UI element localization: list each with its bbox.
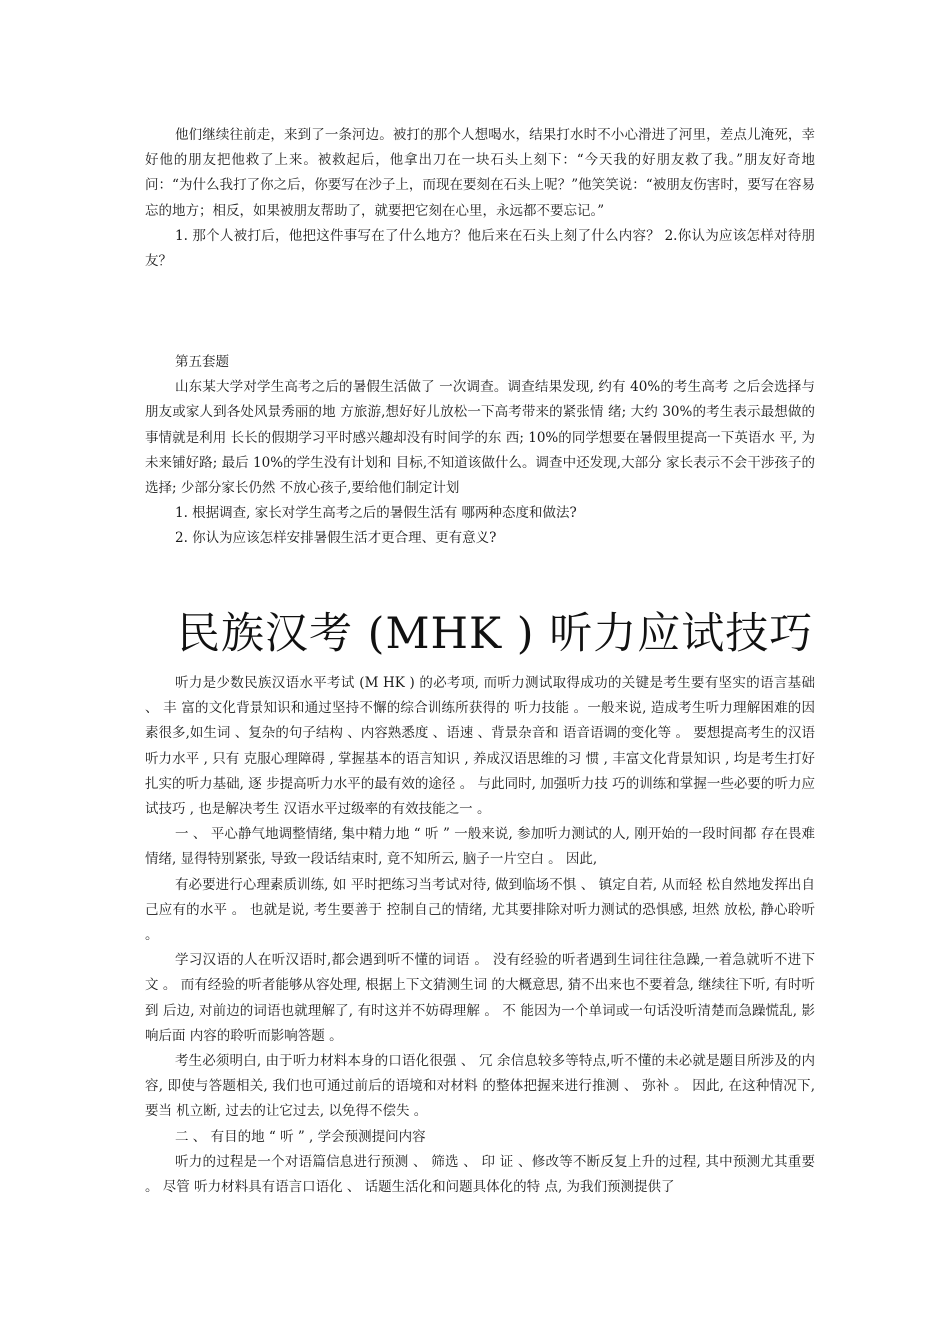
story-section bbox=[145, 123, 815, 274]
set5-paragraph: 山东某大学对学生高考之后的暑假生活做了 一次调查。调查结果发现, 约有 40%的考生高考 之后会选择与朋友或家人到各处风景秀丽的地 方旅游,想好好儿放松一下高考带来的紧张情 绪; 大约 30%的考生表示最想做的事情就是利用 长长的假期学习平时感兴趣却没有时间学的东 西; 10%的同学想要在暑假里提高一下英语水 平, 为未来铺好路; 最后 10%的学生没有计划和 目标,不知道该做什么。调查中还发现,大部分 家长表示不会干涉孩子的选择; 少部分家长仍然 不放心孩子,要给他们制定计划 bbox=[145, 379, 815, 497]
set5-question-2: 2. 你认为应该怎样安排暑假生活才更合理、更有意义? bbox=[175, 530, 497, 547]
tips-point-1: 一 、 平心静气地调整情绪, 集中精力地 “ 听 ” 一般来说, 参加听力测试的人, 刚开始的一段时间都 存在畏难情绪, 显得特别紧张, 导致一段话结束时, 竟不知所云, 脑子一片空白 。 因此, bbox=[145, 826, 815, 868]
set5-section bbox=[145, 350, 815, 552]
set5-title: 第五套题 bbox=[175, 354, 229, 370]
tips-paragraph: 学习汉语的人在听汉语时,都会遇到听不懂的词语 。 没有经验的听者遇到生词往往急躁,一着急就听不进下 文 。 而有经验的听者能够从容处理, 根据上下文猜测生词 的大概意思, 猜不出来也不要着急, 继续往下听, 有时听到 后边, 对前边的词语也就理解了, 有时这并不妨碍理解 。 不 能因为一个单词或一句话没听清楚而急躁慌乱, 影响后面 内容的聆听而影响答题 。 bbox=[145, 952, 815, 1044]
set5-question-1: 1. 根据调查, 家长对学生高考之后的暑假生活有 哪两种态度和做法? bbox=[175, 505, 577, 522]
listening-tips-section bbox=[145, 671, 815, 1200]
tips-intro: 听力是少数民族汉语水平考试 (M HK ) 的必考项, 而听力测试取得成功的关键是考生要有坚实的语言基础 、 丰 富的文化背景知识和通过坚持不懈的综合训练所获得的 听力技能 。一般来说, 造成考生听力理解困难的因素很多,如生词 、复杂的句子结构 、内容熟悉度 、语速 、背景杂音和 语音语调的变化等 。 要想提高考生的汉语听力水平 , 只有 克服心理障碍 , 掌握基本的语言知识 , 养成汉语思维的习 惯 , 丰富文化背景知识 , 均是考生打好扎实的听力基础, 逐 步提高听力水平的最有效的途径 。 与此同时, 加强听力技 巧的训练和掌握一些必要的听力应试技巧 , 也是解决考生 汉语水平过级率的有效技能之一 。 bbox=[145, 675, 815, 818]
tips-paragraph: 听力的过程是一个对语篇信息进行预测 、 筛选 、 印 证 、修改等不断反复上升的过程, 其中预测尤其重要 。 尽管 听力材料具有语言口语化 、 话题生活化和问题具体化的特 点, 为我们预测提供了 bbox=[145, 1153, 815, 1196]
tips-paragraph: 有必要进行心理素质训练, 如 平时把练习当考试对待, 做到临场不惧 、 镇定自若, 从而轻 松自然地发挥出自己应有的水平 。 也就是说, 考生要善于 控制自己的情绪, 尤其要排除对听力测试的恐惧感, 坦然 放松, 静心聆听 。 bbox=[145, 876, 815, 944]
story-questions: 1. 那个人被打后，他把这件事写在了什么地方？他后来在石头上刻了什么内容？ 2.你认为应该怎样对待朋友？ bbox=[145, 227, 815, 270]
section-heading: 民族汉考 (MHK ) 听力应试技巧 bbox=[177, 609, 814, 659]
tips-paragraph: 考生必须明白, 由于听力材料本身的口语化很强 、 冗 余信息较多等特点,听不懂的未必就是题目所涉及的内 容, 即使与答题相关, 我们也可通过前后的语境和对材料 的整体把握来进行推测 、 弥补 。 因此, 在这种情况下, 要当 机立断, 过去的让它过去, 以免得不偿失 。 bbox=[145, 1053, 815, 1120]
story-paragraph: 他们继续往前走，来到了一条河边。被打的那个人想喝水，结果打水时不小心滑进了河里，差点儿淹死，幸好他的朋友把他救了上来。被救起后，他拿出刀在一块石头上刻下：“今天我的好朋友救了我。”朋友好奇地问：“为什么我打了你之后，你要写在沙子上，而现在要刻在石头上呢？”他笑笑说：“被朋友伤害时，要写在容易忘的地方；相反，如果被朋友帮助了，就要把它刻在心里，永远都不要忘记。” bbox=[145, 127, 815, 219]
tips-point-2: 二 、 有目的地 “ 听 ” , 学会预测提问内容 bbox=[175, 1128, 426, 1145]
